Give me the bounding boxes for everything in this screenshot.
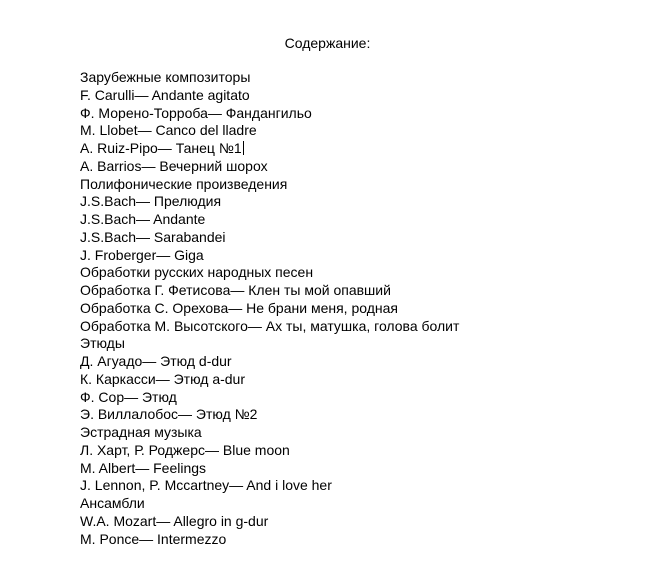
contents-entry-text: J.S.Bach— Прелюдия	[80, 193, 222, 210]
contents-entry	[80, 300, 459, 318]
contents-entry	[80, 229, 459, 247]
section-heading	[80, 495, 459, 513]
contents-entry	[80, 211, 459, 229]
contents-entry	[80, 531, 459, 549]
section-heading-text: Ансамбли	[80, 495, 145, 511]
contents-entry-text: Обработка Г. Фетисова— Клен ты мой опавший	[80, 282, 391, 298]
contents-entry-text: Ф. Сор— Этюд	[80, 388, 177, 405]
contents-entry-text: Д. Агуадо— Этюд d-dur	[80, 353, 232, 369]
text-cursor	[243, 141, 244, 155]
section-heading-text: Обработки русских народных песен	[80, 264, 314, 281]
contents-entry-text: W.A. Mozart— Allegro in g-dur	[80, 512, 269, 529]
page-title: Содержание:	[284, 35, 371, 51]
section-heading	[80, 176, 459, 194]
contents-entry	[80, 87, 459, 105]
contents-entry	[80, 477, 459, 495]
contents-entry	[80, 105, 459, 123]
contents-entry-text: M. Albert— Feelings	[80, 459, 207, 476]
contents-entry-text: A. Ruiz-Pipo— Танец №1	[80, 140, 242, 156]
section-heading	[80, 69, 459, 87]
contents-entry-text: A. Barrios— Вечерний шорох	[80, 157, 268, 174]
section-heading-text: Полифонические произведения	[80, 175, 288, 192]
contents-entry	[80, 247, 459, 265]
contents-entry	[80, 371, 459, 389]
contents-entry-text: J.S.Bach— Sarabandei	[80, 228, 226, 245]
contents-entry-text: Л. Харт, Р. Роджерс— Blue moon	[80, 441, 290, 458]
contents-entry	[80, 353, 459, 371]
contents-entry-text: J. Lennon, P. Mccartney— And i love her	[80, 477, 332, 494]
contents-entry	[80, 158, 459, 176]
contents-entry	[80, 122, 459, 140]
section-heading	[80, 424, 459, 442]
section-heading-text: Зарубежные композиторы	[80, 69, 251, 85]
contents-entry-text: F. Carulli— Andante agitato	[80, 86, 250, 103]
contents-entry-text: Обработка М. Высотского— Ах ты, матушка, голова болит	[80, 317, 460, 334]
section-heading	[80, 264, 459, 282]
contents-list	[80, 69, 459, 548]
contents-entry-text: К. Каркасси— Этюд a-dur	[80, 370, 245, 387]
section-heading-text: Этюды	[80, 335, 125, 352]
contents-entry	[80, 140, 459, 158]
contents-entry	[80, 442, 459, 460]
contents-entry	[80, 460, 459, 478]
contents-entry-text: M. Ponce— Intermezzo	[80, 530, 227, 547]
section-heading	[80, 335, 459, 353]
contents-entry-text: J. Froberger— Giga	[80, 246, 204, 263]
contents-entry-text: Ф. Морено-Торроба— Фандангильо	[80, 104, 312, 121]
section-heading-text: Эстрадная музыка	[80, 424, 202, 440]
contents-entry	[80, 318, 459, 336]
contents-entry	[80, 406, 459, 424]
contents-entry	[80, 513, 459, 531]
contents-entry-text: Обработка С. Орехова— Не брани меня, родная	[80, 299, 398, 316]
contents-entry	[80, 282, 459, 300]
contents-entry-text: J.S.Bach— Andante	[80, 211, 206, 227]
contents-entry-text: M. Llobet— Canco del lladre	[80, 122, 257, 139]
contents-entry-text: Э. Виллалобос— Этюд №2	[80, 406, 258, 423]
contents-entry	[80, 193, 459, 211]
contents-entry	[80, 389, 459, 407]
